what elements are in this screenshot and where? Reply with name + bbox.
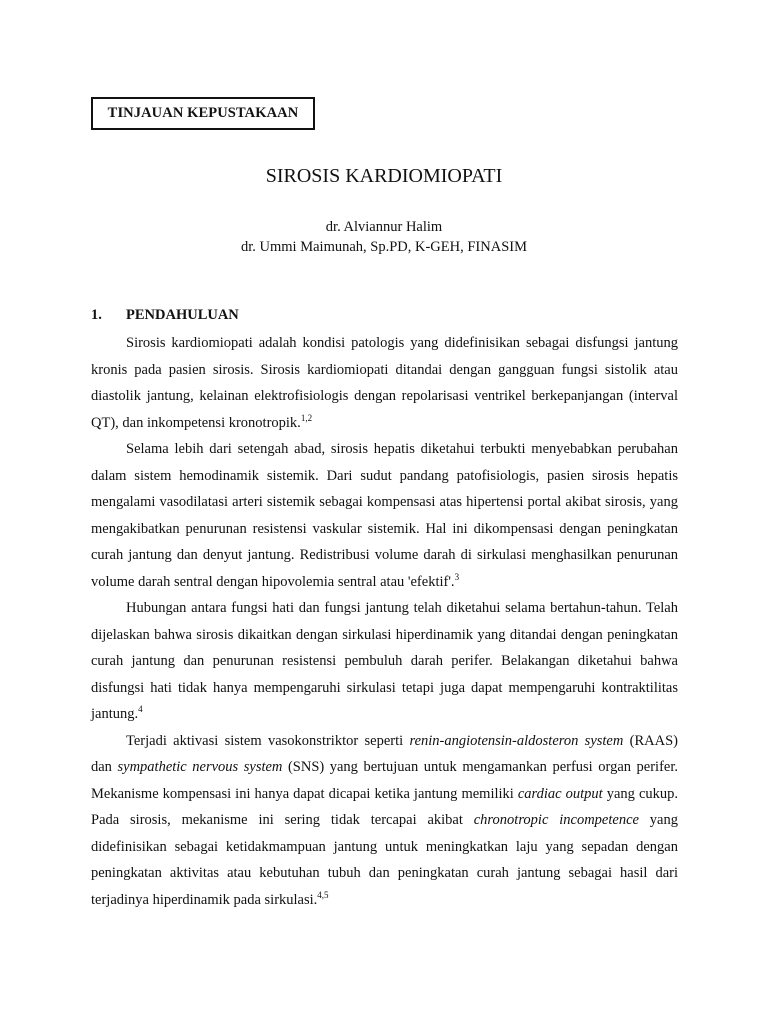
body-text bbox=[91, 330, 678, 913]
paragraph-vasoconstrictor bbox=[91, 728, 678, 914]
paragraph-text: Sirosis kardiomiopati adalah kondisi patologis yang didefinisikan sebagai disfungsi jantung kronis pada pasien sirosis. Sirosis kardiomiopati ditandai dengan gangguan fungsi sistolik atau diastolik jantung, kelainan elektrofisiologis dengan repolarisasi ventrikel berkepanjangan (interval QT), dan inkompetensi kronotropik. bbox=[91, 335, 678, 431]
author-name: dr. Ummi Maimunah, Sp.PD, K-GEH, FINASIM bbox=[241, 239, 527, 255]
section-title: PENDAHULUAN bbox=[126, 307, 239, 323]
paragraph-text: (SNS) yang bertujuan untuk mengamankan perfusi organ perifer. Mekanisme kompensasi ini hanya dapat dicapai ketika jantung memiliki bbox=[91, 759, 679, 802]
author-name: dr. Alviannur Halim bbox=[325, 219, 443, 235]
section-heading bbox=[91, 307, 239, 324]
italic-term: cardiac output bbox=[517, 785, 603, 802]
paragraph-intro bbox=[91, 330, 678, 436]
citation-superscript: 4 bbox=[138, 704, 143, 714]
article-title: SIROSIS KARDIOMIOPATI bbox=[265, 165, 503, 187]
citation-superscript: 4,5 bbox=[317, 889, 329, 900]
paragraph-hemodynamics bbox=[91, 436, 678, 595]
paragraph-text: Terjadi aktivasi sistem vasokonstriktor seperti bbox=[126, 732, 410, 749]
paragraph-liver-heart bbox=[91, 595, 678, 728]
paragraph-text: Selama lebih dari setengah abad, sirosis hepatis diketahui terbukti menyebabkan perubahan dalam sistem hemodinamik sistemik. Dari sudut pandang patofisiologis, pasien sirosis hepatis mengalami vasodilatasi arteri sistemik sebagai kompensasi atas hipertensi portal akibat sirosis, yang mengakibatkan penurunan resistensi vaskular sistemik. Hal ini dikompensasi dengan peningkatan curah jantung dan denyut jantung. Redistribusi volume darah di sirkulasi menghasilkan penurunan volume darah sentral dengan hipovolemia sentral atau 'efektif'. bbox=[91, 441, 678, 590]
paragraph-text: (RAAS) dan bbox=[91, 732, 678, 775]
section-label-box bbox=[91, 97, 315, 130]
section-number: 1. bbox=[91, 307, 102, 323]
paragraph-text: Hubungan antara fungsi hati dan fungsi jantung telah diketahui selama bertahun-tahun. Telah dijelaskan bahwa sirosis dikaitkan dengan sirkulasi hiperdinamik yang ditandai dengan peningkatan curah jantung dan penurunan resistensi pembuluh darah perifer. Belakangan diketahui bahwa disfungsi hati tidak hanya mempengaruhi sirkulasi tetapi juga dapat mempengaruhi kontraktilitas jantung. bbox=[91, 600, 678, 722]
paragraph-text: yang cukup. Pada sirosis, mekanisme ini sering tidak tercapai akibat bbox=[91, 785, 679, 828]
italic-term: chronotropic incompetence bbox=[473, 812, 639, 828]
section-label: TINJAUAN KEPUSTAKAAN bbox=[107, 105, 299, 121]
citation-superscript: 3 bbox=[454, 571, 460, 582]
author-list bbox=[0, 217, 768, 257]
italic-term: renin-angiotensin-aldosteron system bbox=[409, 732, 624, 749]
italic-term: sympathetic nervous system bbox=[117, 759, 283, 775]
citation-superscript: 1,2 bbox=[300, 412, 313, 423]
paragraph-text: yang didefinisikan sebagai ketidakmampuan jantung untuk meningkatkan laju yang sepadan dengan peningkatan aktivitas atau kebutuhan tubuh dan peningkatan curah jantung sebagai hasil dari terjadinya hiperdinamik pada sirkulasi. bbox=[91, 812, 678, 908]
